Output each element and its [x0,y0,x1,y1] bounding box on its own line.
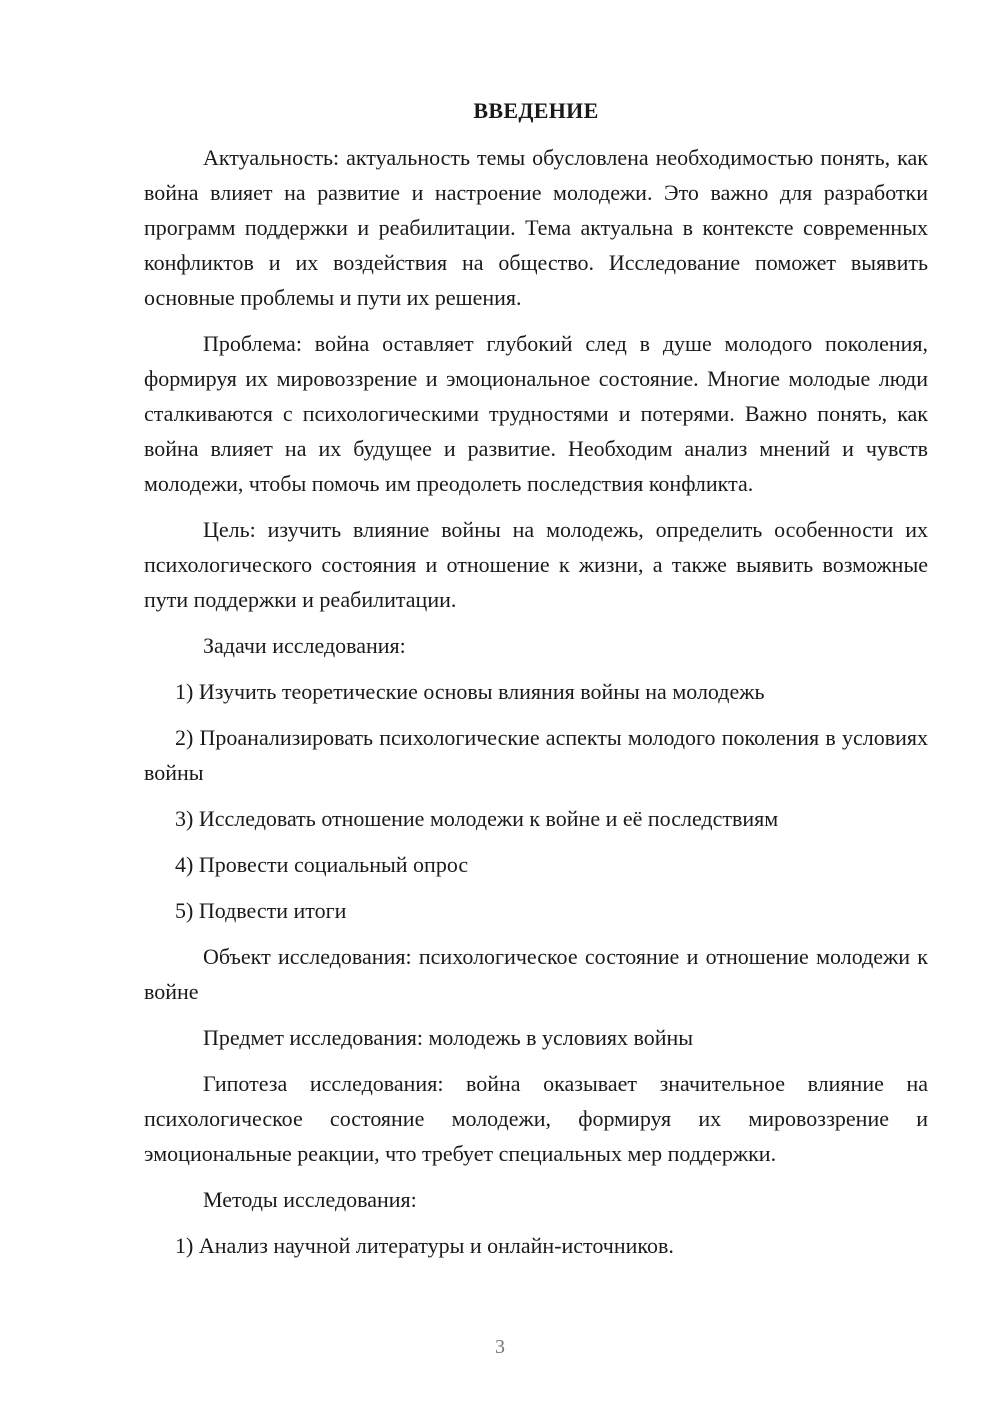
method-item: 1) Анализ научной литературы и онлайн-источников. [175,1233,674,1258]
page-content [144,96,928,1274]
task-item: 4) Провести социальный опрос [175,852,469,877]
methods-heading: Методы исследования: [203,1187,417,1212]
task-item: 5) Подвести итоги [175,898,347,923]
task-item: 3) Исследовать отношение молодежи к войне и её последствиям [175,806,779,831]
page-number: 3 [495,1336,505,1358]
section-title: ВВЕДЕНИЕ [473,98,599,123]
tasks-heading: Задачи исследования: [203,633,406,658]
relevance-paragraph: Актуальность: актуальность темы обусловлена необходимостью понять, как война влияет на развитие и настроение молодежи. Это важно для разработки программ поддержки и реабилитации. Тема актуальна в контексте современных конфликтов и их воздействия на общество. Исследование поможет выявить основные проблемы и пути их решения. [144,145,928,310]
hypothesis-paragraph: Гипотеза исследования: война оказывает значительное влияние на психологическое состояние молодежи, формируя их мировоззрение и эмоциональные реакции, что требует специальных мер поддержки. [144,1071,928,1166]
subject-paragraph: Предмет исследования: молодежь в условиях войны [203,1025,694,1050]
goal-paragraph: Цель: изучить влияние войны на молодежь, определить особенности их психологического состояния и отношение к жизни, а также выявить возможные пути поддержки и реабилитации. [144,517,928,612]
problem-paragraph: Проблема: война оставляет глубокий след в душе молодого поколения, формируя их мировоззрение и эмоциональное состояние. Многие молодые люди сталкиваются с психологическими трудностями и потерями. Важно понять, как война влияет на их будущее и развитие. Необходим анализ мнений и чувств молодежи, чтобы помочь им преодолеть последствия конфликта. [144,331,928,496]
object-paragraph: Объект исследования: психологическое состояние и отношение молодежи к войне [144,944,928,1004]
task-item: 2) Проанализировать психологические аспекты молодого поколения в условиях войны [144,725,928,785]
task-item: 1) Изучить теоретические основы влияния войны на молодежь [175,679,765,704]
